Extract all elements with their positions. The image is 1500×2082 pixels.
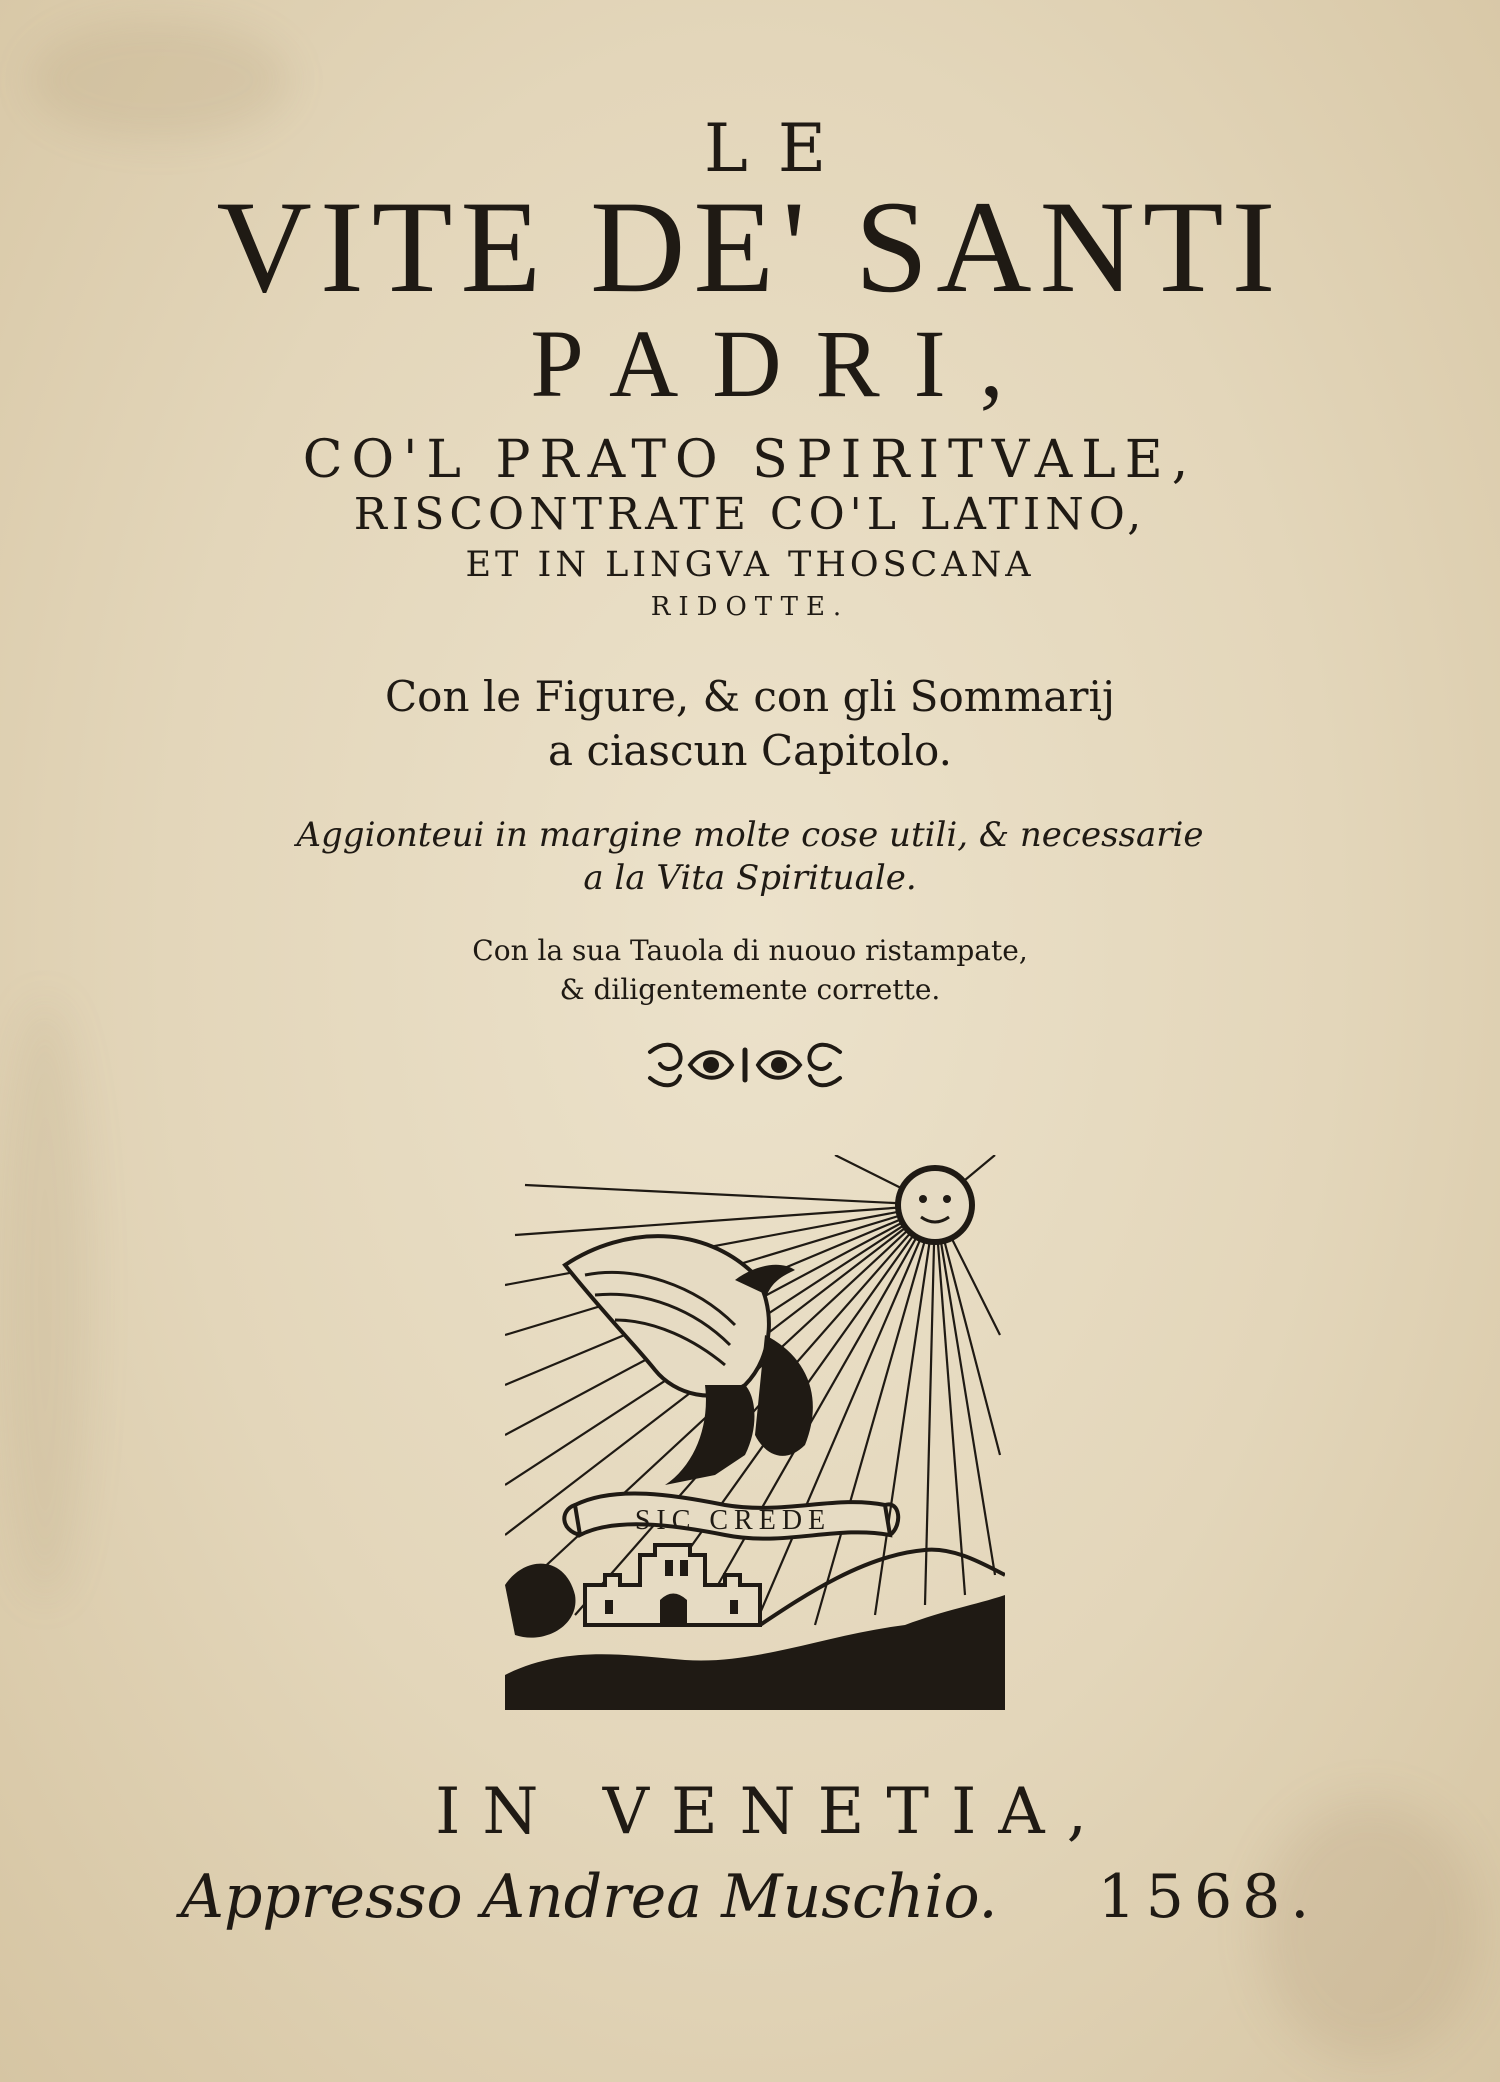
subtitle-lingua: ET IN LINGVA THOSCANA	[465, 545, 1035, 585]
eagle-icon	[565, 1236, 813, 1485]
title-line-padri: PADRI,	[530, 310, 1038, 417]
margin-note-line-1: Aggionteui in margine molte cose utili, & necessarie	[296, 815, 1204, 855]
table-line-2: & diligentemente corrette.	[559, 973, 941, 1006]
imprint-year: 1568.	[1097, 1862, 1320, 1932]
motto-banner	[564, 1493, 898, 1538]
imprint-line	[0, 1862, 1500, 1932]
printers-ornament	[642, 1040, 848, 1090]
subtitle-ridotte: RIDOTTE.	[650, 592, 850, 622]
printers-device-woodcut	[505, 1155, 1005, 1710]
imprint-place: IN VENETIA,	[435, 1775, 1109, 1849]
margin-note-line-2: a la Vita Spirituale.	[583, 858, 917, 898]
table-line-1: Con la sua Tauola di nuouo ristampate,	[472, 934, 1028, 967]
sun-icon	[895, 1165, 975, 1245]
title-line-vite: VITE DE' SANTI	[216, 173, 1284, 320]
title-line-le: LE	[703, 110, 856, 187]
imprint-printer: Appresso Andrea Muschio.	[180, 1862, 998, 1932]
figures-line-2: a ciascun Capitolo.	[548, 726, 952, 775]
landscape	[505, 1550, 1005, 1710]
figures-line-1: Con le Figure, & con gli Sommarij	[385, 672, 1115, 721]
subtitle-prato: CO'L PRATO SPIRITVALE,	[302, 430, 1198, 490]
paper-stain	[0, 1000, 90, 1600]
motto-text: SIC CREDE	[634, 1505, 832, 1536]
subtitle-riscontrate: RISCONTRATE CO'L LATINO,	[353, 489, 1147, 540]
